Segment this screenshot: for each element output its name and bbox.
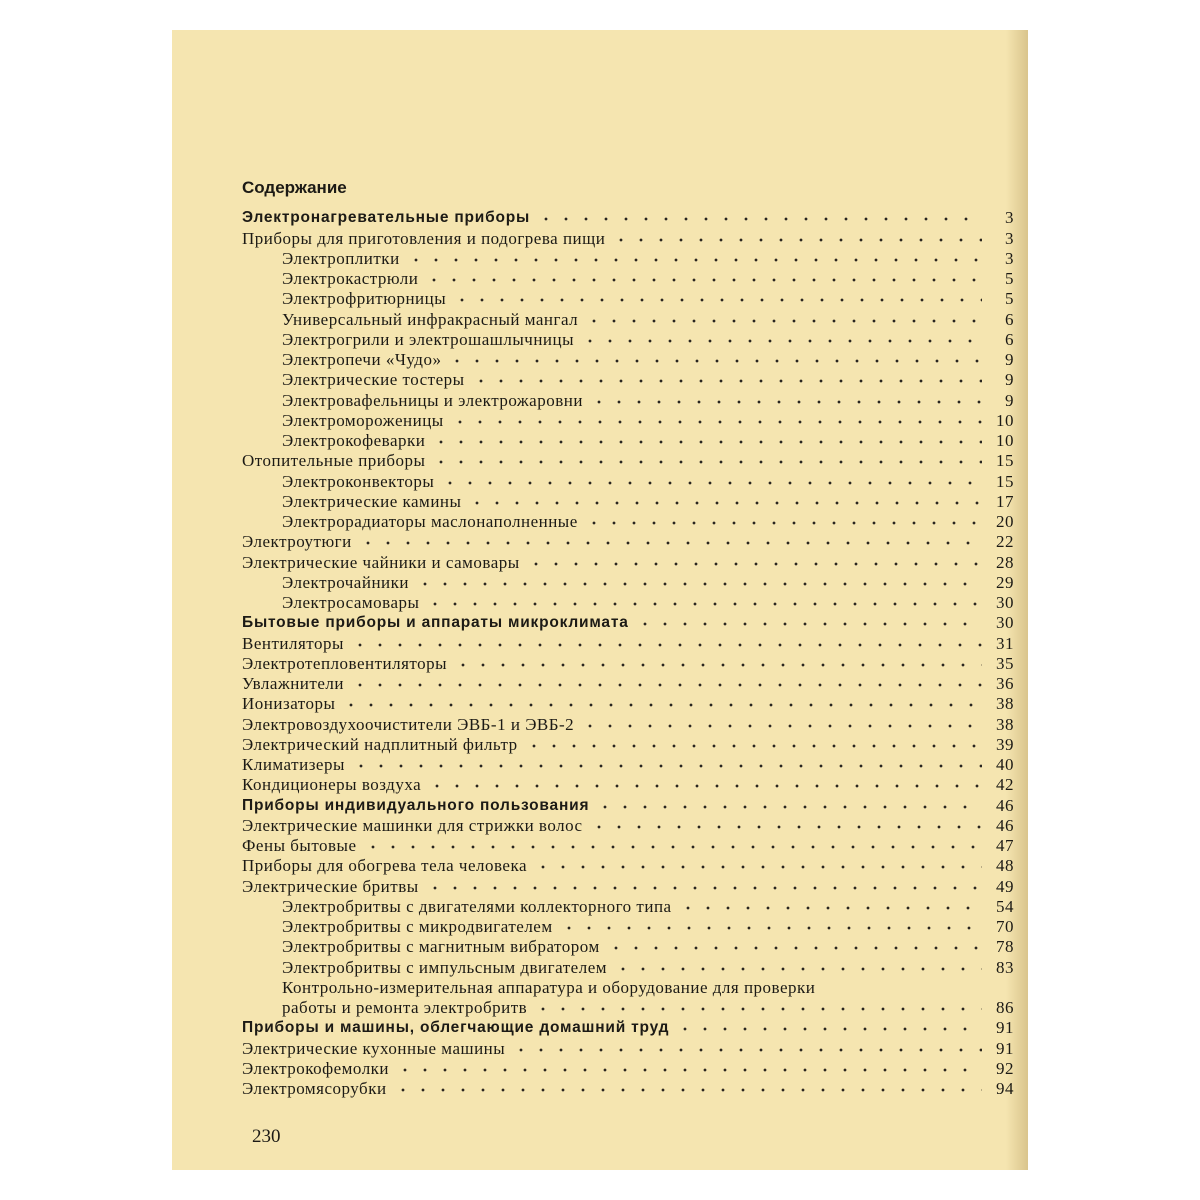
toc-entry [242,532,1014,552]
toc-entry-label: Бытовые приборы и аппараты микроклимата [242,614,629,632]
toc-entry-label: Электротепловентиляторы [242,653,448,673]
dot-leader [440,478,982,488]
toc-entry-label: Приборы для приготовления и подогрева пищи [242,228,606,248]
toc-entry-label: Электробритвы с магнитным вибратором [282,937,600,957]
toc-entry-label: Электрические кухонные машины [242,1038,506,1058]
toc-entry [242,1059,1014,1079]
toc-entry-page-number: 9 [1005,350,1014,369]
toc-entry-page-number: 49 [996,876,1014,896]
toc-entry-page-number: 9 [1005,390,1014,410]
toc-entry [242,775,1014,795]
toc-entry [242,714,1014,734]
toc-entry [242,593,1014,613]
toc-entry [242,957,1014,977]
dot-leader [351,761,982,771]
toc-entry-page-number: 46 [996,815,1014,835]
dot-leader [511,1045,982,1055]
dot-leader [450,417,982,427]
dot-leader [341,700,982,710]
dot-leader [395,1065,982,1075]
table-of-contents [242,208,1014,1099]
toc-entry [242,309,1014,329]
toc-entry [242,249,1014,269]
toc-entry-page-number: 94 [996,1079,1014,1098]
toc-entry-label: Электрорадиаторы маслонаполненные [282,512,578,531]
dot-leader [675,1024,982,1034]
dot-leader [526,559,982,569]
toc-entry-page-number: 83 [996,957,1014,977]
toc-entry-label: Электропечи «Чудо» [282,350,442,369]
dot-leader [584,316,982,326]
toc-entry [242,350,1014,370]
dot-leader [584,518,982,528]
toc-entry-page-number: 70 [996,917,1014,936]
toc-entry [242,1018,1014,1038]
toc-entry-label: Электрочайники [282,572,410,592]
dot-leader [471,376,982,386]
dot-leader [559,923,982,933]
toc-entry-page-number: 38 [996,694,1014,714]
toc-entry [242,208,1014,228]
toc-entry-label: Кондиционеры воздуха [242,775,422,795]
toc-entry-label: Электрофритюрницы [282,289,447,309]
toc-entry-label: Электрокастрюли [282,269,419,288]
toc-entry [242,917,1014,937]
toc-entry-page-number: 9 [1005,370,1014,390]
toc-entry [242,330,1014,350]
toc-entry-page-number: 46 [996,795,1014,815]
toc-entry-page-number: 29 [996,572,1014,592]
dot-leader [350,680,982,690]
toc-entry [242,795,1014,815]
dot-leader [533,1004,982,1014]
toc-entry-label: Электромясорубки [242,1079,387,1098]
dot-leader [467,498,982,508]
toc-entry [242,735,1014,755]
dot-leader [447,356,982,366]
toc-entry [242,228,1014,248]
dot-leader [406,255,982,265]
toc-entry-label: Электробритвы с микродвигателем [282,917,553,936]
toc-entry-label: Приборы индивидуального пользования [242,796,590,814]
toc-entry [242,654,1014,674]
toc-entry-page-number: 3 [1005,248,1014,268]
toc-entry-page-number: 5 [1005,289,1014,309]
toc-entry [242,937,1014,957]
toc-entry [242,674,1014,694]
toc-entry-label: Электронагревательные приборы [242,209,531,227]
dot-leader [393,1085,982,1095]
book-page [172,30,1028,1170]
toc-entry-label: Увлажнители [242,674,344,693]
toc-entry [242,613,1014,633]
toc-entry-label: Приборы для обогрева тела человека [242,856,528,876]
toc-entry-page-number: 22 [996,532,1014,552]
toc-entry-label: Электрические тостеры [282,370,465,390]
toc-entry-label: Электрогрили и электрошашлычницы [282,329,575,349]
toc-entry-page-number: 30 [996,593,1014,612]
toc-entry-page-number: 6 [1005,329,1014,349]
dot-leader [363,842,982,852]
toc-entry-page-number: 3 [1005,208,1014,228]
toc-entry-page-number: 47 [996,836,1014,855]
toc-entry [242,512,1014,532]
toc-entry-page-number: 17 [996,491,1014,511]
page-number-folio: 230 [252,1126,281,1147]
toc-entry [242,411,1014,431]
toc-entry [242,1079,1014,1099]
dot-leader [580,336,982,346]
toc-entry-page-number: 39 [996,734,1014,754]
dot-leader [589,397,982,407]
toc-entry-label: Электрические камины [282,491,462,511]
dot-leader [431,457,982,467]
toc-entry-label: Контрольно-измерительная аппаратура и оборудование для проверки [282,978,816,997]
toc-entry-page-number: 35 [996,653,1014,673]
toc-entry-page-number: 30 [996,613,1014,633]
toc-entry-page-number: 91 [996,1038,1014,1058]
toc-entry-page-number: 3 [1005,228,1014,248]
toc-entry-label: Вентиляторы [242,633,344,653]
toc-entry-page-number: 42 [996,775,1014,795]
toc-entry [242,816,1014,836]
dot-leader [536,214,982,224]
toc-entry [242,269,1014,289]
dot-leader [533,862,982,872]
toc-entry-label: Электробритвы с импульсным двигателем [282,957,607,977]
dot-leader [452,295,982,305]
toc-entry-page-number: 48 [996,856,1014,876]
toc-entry-label: Электрокофемолки [242,1058,390,1078]
toc-entry-label: Ионизаторы [242,694,336,714]
toc-entry-label: Климатизеры [242,755,345,774]
toc-entry-page-number: 31 [996,633,1014,653]
toc-entry-page-number: 10 [996,431,1014,450]
toc-entry-label: Электроконвекторы [282,471,435,491]
toc-entry-label: Электроморожeницы [282,410,444,430]
toc-entry-page-number: 15 [996,451,1014,471]
toc-entry [242,471,1014,491]
toc-entry-page-number: 92 [996,1058,1014,1078]
toc-entry-page-number: 78 [996,937,1014,957]
dot-leader [524,741,982,751]
dot-leader [350,640,982,650]
toc-entry-page-number: 86 [996,998,1014,1017]
toc-entry-page-number: 38 [996,714,1014,734]
toc-entry [242,1038,1014,1058]
toc-entry-page-number: 40 [996,755,1014,774]
toc-entry [242,856,1014,876]
toc-entry [242,370,1014,390]
dot-leader [431,437,982,447]
toc-entry-page-number: 10 [996,410,1014,430]
toc-entry-page-number: 20 [996,512,1014,531]
toc-entry [242,694,1014,714]
toc-entry [242,573,1014,593]
toc-entry-label: Отопительные приборы [242,451,426,471]
toc-entry-page-number: 54 [996,896,1014,916]
dot-leader [425,599,982,609]
toc-entry-label: Электрические бритвы [242,876,419,896]
dot-leader [678,903,982,913]
toc-entry [242,633,1014,653]
contents-heading: Содержание [242,178,347,197]
toc-entry-page-number: 6 [1005,309,1014,329]
toc-entry-label: Электровафельницы и электрожаровни [282,390,583,410]
toc-entry-label: Электровоздухоочистители ЭВБ-1 и ЭВБ-2 [242,714,575,734]
toc-entry-label: Электроутюги [242,532,352,552]
toc-entry-label: Электробритвы с двигателями коллекторного типа [282,896,672,916]
toc-entry-label: Электросамовары [282,593,420,612]
dot-leader [427,781,982,791]
toc-entry-label: Электрические чайники и самовары [242,552,520,572]
toc-entry-label: Приборы и машины, облегчающие домашний труд [242,1019,670,1037]
toc-entry [242,552,1014,572]
dot-leader [580,721,982,731]
dot-leader [611,235,982,245]
dot-leader [424,275,982,285]
toc-entry [242,876,1014,896]
toc-entry-label: Универсальный инфракрасный мангал [282,309,579,329]
toc-entry [242,755,1014,775]
toc-entry-page-number: 5 [1005,269,1014,288]
dot-leader [595,802,982,812]
toc-entry-page-number: 36 [996,674,1014,693]
dot-leader [358,538,982,548]
toc-entry-label: Электрические машинки для стрижки волос [242,815,583,835]
toc-entry [242,431,1014,451]
toc-entry [242,897,1014,917]
toc-entry-label: Электрокофеварки [282,431,426,450]
toc-entry-label-continuation: работы и ремонта электробритв [282,998,528,1017]
toc-entry-label: Фены бытовые [242,836,357,855]
dot-leader [453,660,982,670]
toc-entry [242,978,1014,1019]
toc-entry [242,492,1014,512]
toc-entry [242,451,1014,471]
toc-entry-page-number: 91 [996,1018,1014,1038]
dot-leader [606,943,982,953]
dot-leader [415,579,982,589]
toc-entry-page-number: 28 [996,552,1014,572]
dot-leader [425,883,982,893]
dot-leader [589,822,982,832]
dot-leader [635,619,982,629]
toc-entry-label: Электроплитки [282,248,400,268]
toc-entry [242,390,1014,410]
toc-entry-label: Электрический надплитный фильтр [242,734,518,754]
dot-leader [613,964,982,974]
toc-entry [242,289,1014,309]
toc-entry [242,836,1014,856]
toc-entry-page-number: 15 [996,471,1014,491]
